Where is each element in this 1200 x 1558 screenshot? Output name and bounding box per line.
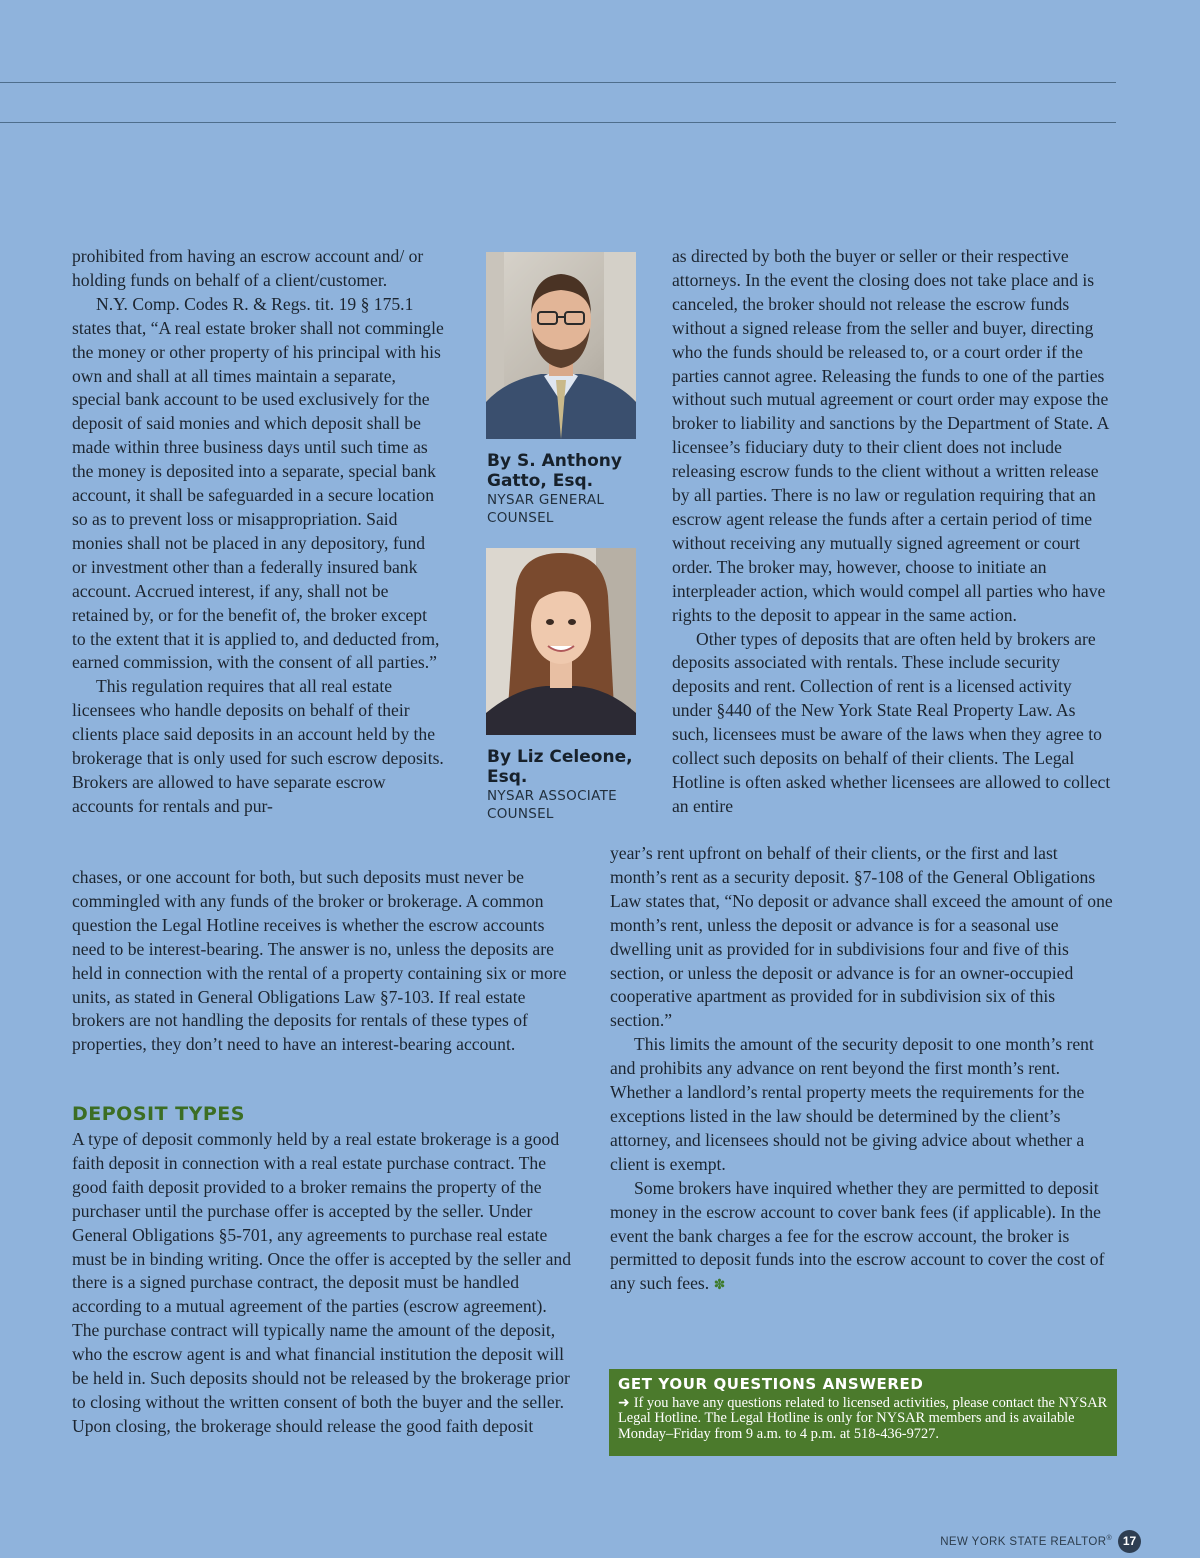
author-byline-celeone (487, 747, 647, 823)
deposit-types-section (72, 1128, 578, 1439)
author-photo-gatto (486, 252, 636, 439)
right-column-wide (610, 842, 1116, 1298)
author-title: NYSAR GENERAL COUNSEL (487, 492, 605, 526)
paragraph: This regulation requires that all real estate licensees who handle deposits on behalf of their clients place said deposits in an account held by the brokerage that is only used for such escrow deposits. Brokers are allowed to have separate escrow accounts for rentals and pur- (72, 676, 444, 816)
left-column-wide (72, 866, 578, 1057)
author-name: By Liz Celeone, Esq. (487, 747, 633, 787)
portrait-man-illustration (486, 252, 636, 439)
registered-mark: ® (1106, 1535, 1112, 1542)
end-of-article-icon: ✽ (713, 1278, 726, 1294)
questions-callout-box (609, 1369, 1117, 1456)
author-byline-gatto (487, 451, 647, 527)
paragraph-text: Some brokers have inquired whether they are permitted to deposit money in the escrow account to cover bank fees (if applicable). In the event the bank charges a fee for the escrow account, the broker is permitted to deposit funds into the escrow account to cover the cost of any such fees. (610, 1177, 1105, 1294)
author-title: NYSAR ASSOCIATE COUNSEL (487, 788, 617, 822)
paragraph: prohibited from having an escrow account and/ or holding funds on behalf of a client/customer. (72, 246, 424, 290)
second-rule (0, 122, 1116, 123)
author-name: By S. Anthony Gatto, Esq. (487, 451, 622, 491)
callout-title: GET YOUR QUESTIONS ANSWERED (618, 1375, 924, 1393)
top-rule (0, 82, 1116, 83)
page-number: 17 (1118, 1530, 1141, 1553)
paragraph: N.Y. Comp. Codes R. & Regs. tit. 19 § 175.1 states that, “A real estate broker shall not commingle the money or other property of his principal with his own and shall at all times maintain a separate, special bank account to be used exclusively for the deposit of said monies and which deposit shall be made within three business days until such time as the money is deposited into a separate, special bank account, it shall be safeguarded in a secure location so as to prevent loss or misappropriation. Said monies shall not be placed in any depository, fund or investment other than a federally insured bank account. Accrued interest, if any, shall not be retained by, or for the benefit of, the broker except to the extent that it is applied to, and deducted from, earned commission, with the consent of all parties.” (72, 293, 444, 673)
paragraph: year’s rent upfront on behalf of their clients, or the first and last month’s rent as a security deposit. §7-108 of the General Obligations Law states that, “No deposit or advance shall exceed the amount of one month’s rent, unless the deposit or advance is for a seasonal use dwelling unit as provided for in subdivisions four and five of this section, or unless the deposit or advance is for an owner-occupied cooperative apartment as provided for in subdivision six of this section.” (610, 843, 1113, 1031)
paragraph: Other types of deposits that are often held by brokers are deposits associated with rentals. These include security deposits and rent. Collection of rent is a licensed activity under §440 of the New York State Real Property Law. As such, licensees must be aware of the laws when they agree to collect such deposits on behalf of their clients. The Legal Hotline is often asked whether licensees are allowed to collect an entire (672, 628, 1111, 816)
callout-body (618, 1396, 1108, 1442)
publication-name: NEW YORK STATE REALTOR (940, 1535, 1107, 1548)
right-column-top (672, 245, 1114, 819)
paragraph: as directed by both the buyer or seller or their respective attorneys. In the event the closing does not take place and is canceled, the broker should not release the escrow funds without a signed release from the seller and buyer, directing who the funds should be released to, or a court order if the parties cannot agree. Releasing the funds to one of the parties without such mutual agreement or court order may expose the broker to liability and sanctions by the Department of State. A licensee’s fiduciary duty to their client does not include releasing escrow funds to the client without a written release by all parties. There is no law or regulation requiring that an escrow agent release the funds after a certain period of time without receiving any mutually signed agreement or court order. The broker may, however, choose to initiate an interpleader action, which would compel all parties who have rights to the deposit to appear in the same action. (672, 246, 1109, 625)
author-photo-celeone (486, 548, 636, 735)
paragraph: chases, or one account for both, but such deposits must never be commingled with any funds of the broker or brokerage. A common question the Legal Hotline receives is whether the escrow accounts need to be interest-bearing. The answer is no, unless the deposits are held in connection with the rental of a property containing six or more units, as stated in General Obligations Law §7-103. If real estate brokers are not handling the deposits for rentals of these types of properties, they don’t need to have an interest-bearing account. (72, 867, 567, 1055)
page-footer (940, 1535, 1112, 1548)
callout-text: If you have any questions related to licensed activities, please contact the NYSAR Legal Hotline. The Legal Hotline is only for NYSAR members and is available Monday–Friday from 9 a.m. to 4 p.m. at 518-436-9727. (618, 1395, 1108, 1442)
arrow-right-icon: ➜ (618, 1395, 630, 1411)
paragraph (610, 1177, 1116, 1299)
portrait-woman-illustration (486, 548, 636, 735)
section-heading-deposit-types: DEPOSIT TYPES (72, 1103, 245, 1125)
paragraph: This limits the amount of the security deposit to one month’s rent and prohibits any advance on rent beyond the first month’s rent. Whether a landlord’s rental property meets the requirements for the exceptions listed in the law should be determined by the client’s attorney, and licensees should not be giving advice about whether a client is exempt. (610, 1034, 1094, 1174)
paragraph: A type of deposit commonly held by a real estate brokerage is a good faith deposit in connection with a real estate purchase contract. The good faith deposit provided to a broker remains the property of the purchaser until the purchase offer is accepted by the seller. Under General Obligations §5-701, any agreements to purchase real estate must be in binding writing. Once the offer is accepted by the seller and there is a signed purchase contract, the deposit must be handled according to a mutual agreement of the parties (escrow agreement). The purchase contract will typically name the amount of the deposit, who the escrow agent is and what financial institution the deposit will be held in. Such deposits should not be released by the brokerage prior to closing without the written consent of both the buyer and the seller. Upon closing, the brokerage should release the good faith deposit (72, 1129, 571, 1436)
left-column-top (72, 245, 444, 819)
